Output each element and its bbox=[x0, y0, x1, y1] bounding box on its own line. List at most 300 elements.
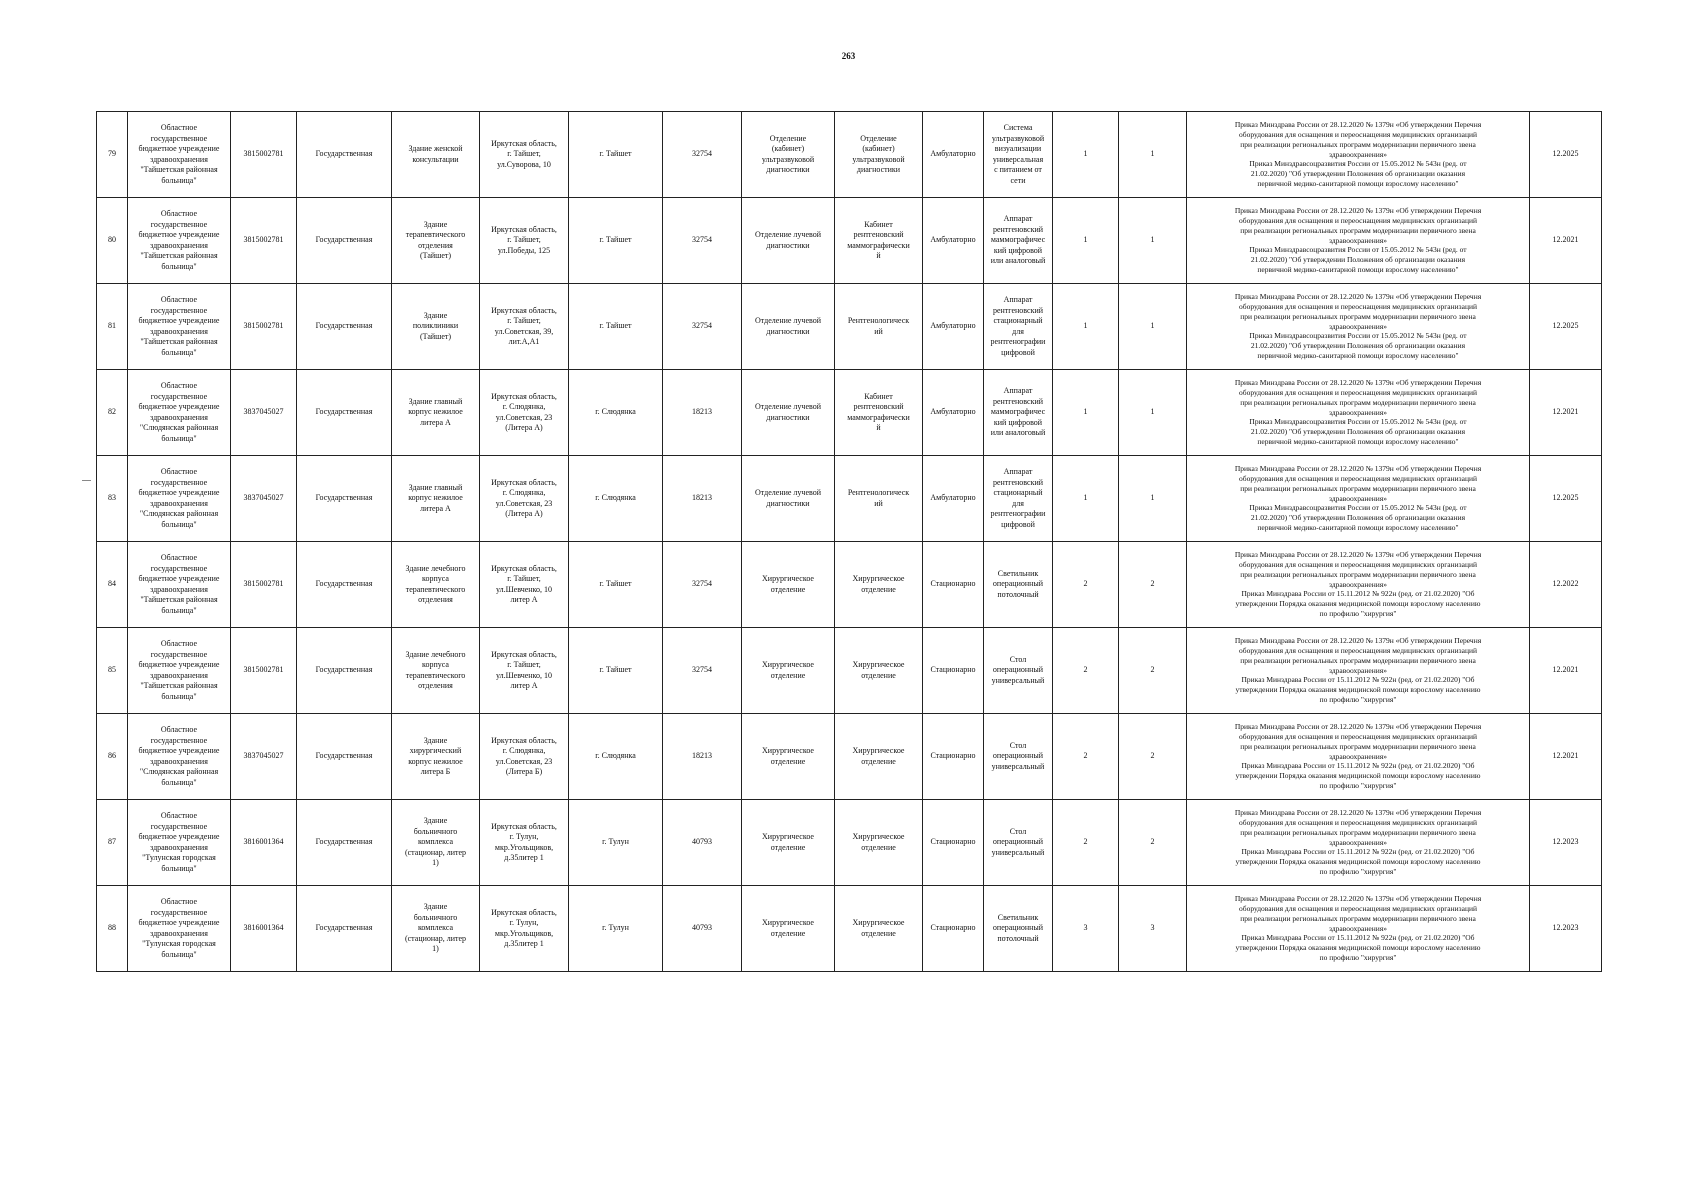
unit-text: Хирургическое отделение bbox=[852, 746, 905, 766]
organization-text: Областное государственное бюджетное учреждение здравоохранения "Слюдянская районная больница" bbox=[138, 725, 220, 787]
row-number-text: 79 bbox=[108, 149, 116, 159]
building-cell bbox=[392, 112, 480, 198]
care-mode-cell bbox=[923, 714, 984, 800]
building-text: Здание главный корпус нежилое литера А bbox=[408, 396, 463, 427]
inn-text: 3815002781 bbox=[243, 321, 284, 331]
legal-basis-cell bbox=[1187, 112, 1530, 198]
organization-cell bbox=[128, 370, 231, 456]
deadline-cell bbox=[1530, 456, 1602, 542]
care-mode-text: Амбулаторно bbox=[930, 149, 976, 159]
equipment-text: Аппарат рентгеновский маммографичес кий цифровой или аналоговый bbox=[990, 214, 1046, 266]
deadline-cell bbox=[1530, 112, 1602, 198]
legal-basis-text: Приказ Минздрава России от 28.12.2020 № 1379н «Об утверждении Перечня оборудования для оснащения и переоснащения медицинских организаций при реализации региональных программ модернизации первичного звена здравоохранения» Приказ Минздрава России от 15.11.2012 № 922н (ред. от 21.02.2020) "Об утверждении Порядка оказания медицинской помощи взрослому населению по профилю "хирургия" bbox=[1234, 808, 1482, 876]
table-row bbox=[97, 370, 1602, 456]
inn-cell bbox=[231, 198, 297, 284]
settlement-text: г. Тайшет bbox=[599, 235, 632, 245]
building-text: Здание женской консультации bbox=[408, 144, 463, 164]
inn-cell bbox=[231, 112, 297, 198]
department-text: Хирургическое отделение bbox=[762, 574, 814, 594]
deadline-text: 12.2022 bbox=[1552, 579, 1579, 589]
deadline-cell bbox=[1530, 628, 1602, 714]
quantity-text: 2 bbox=[1083, 751, 1088, 761]
department-text: Хирургическое отделение bbox=[762, 746, 814, 766]
row-number-cell bbox=[97, 284, 128, 370]
row-number-text: 84 bbox=[108, 579, 116, 589]
inn-text: 3837045027 bbox=[243, 493, 284, 503]
population-cell bbox=[663, 542, 742, 628]
unit-text: Рентгенологическ ий bbox=[847, 488, 910, 508]
ownership-cell bbox=[297, 800, 392, 886]
care-mode-cell bbox=[923, 370, 984, 456]
department-text: Отделение (кабинет) ультразвуковой диагностики bbox=[761, 133, 815, 174]
department-cell bbox=[742, 284, 835, 370]
building-text: Здание главный корпус нежилое литера А bbox=[408, 482, 463, 513]
inn-text: 3816001364 bbox=[243, 837, 284, 847]
ownership-cell bbox=[297, 542, 392, 628]
inn-text: 3815002781 bbox=[243, 579, 284, 589]
deadline-cell bbox=[1530, 542, 1602, 628]
quantity-text: 2 bbox=[1083, 665, 1088, 675]
unit-text: Кабинет рентгеновский маммографически й bbox=[847, 219, 910, 260]
unit-text: Хирургическое отделение bbox=[852, 660, 905, 680]
row-number-cell bbox=[97, 456, 128, 542]
deadline-text: 12.2023 bbox=[1552, 923, 1579, 933]
legal-basis-cell bbox=[1187, 456, 1530, 542]
equipment-cell bbox=[984, 370, 1053, 456]
unit-cell bbox=[835, 456, 923, 542]
legal-basis-text: Приказ Минздрава России от 28.12.2020 № 1379н «Об утверждении Перечня оборудования для оснащения и переоснащения медицинских организаций при реализации региональных программ модернизации первичного звена здравоохранения» Приказ Минздрава России от 15.11.2012 № 922н (ред. от 21.02.2020) "Об утверждении Порядка оказания медицинской помощи взрослому населению по профилю "хирургия" bbox=[1234, 722, 1482, 790]
building-cell bbox=[392, 284, 480, 370]
row-number-cell bbox=[97, 800, 128, 886]
population-cell bbox=[663, 284, 742, 370]
quantity-text: 1 bbox=[1083, 235, 1088, 245]
quantity-cell bbox=[1053, 628, 1119, 714]
deadline-cell bbox=[1530, 284, 1602, 370]
care-mode-cell bbox=[923, 542, 984, 628]
legal-basis-text: Приказ Минздрава России от 28.12.2020 № 1379н «Об утверждении Перечня оборудования для оснащения и переоснащения медицинских организаций при реализации региональных программ модернизации первичного звена здравоохранения» Приказ Минздравсоцразвития России от 15.05.2012 № 543н (ред. от 21.02.2020) "Об утверждении Положения об организации оказания первичной медико-санитарной помощи взрослому населению" bbox=[1234, 292, 1482, 360]
quantity-planned-cell bbox=[1119, 198, 1187, 284]
table-row bbox=[97, 112, 1602, 198]
unit-cell bbox=[835, 542, 923, 628]
equipment-text: Стол операционный универсальный bbox=[991, 826, 1045, 857]
building-text: Здание лечебного корпуса терапевтического отделения bbox=[405, 649, 466, 690]
ownership-cell bbox=[297, 886, 392, 972]
deadline-cell bbox=[1530, 198, 1602, 284]
inn-cell bbox=[231, 456, 297, 542]
settlement-text: г. Тайшет bbox=[599, 579, 632, 589]
organization-text: Областное государственное бюджетное учреждение здравоохранения "Тайшетская районная больница" bbox=[138, 295, 220, 357]
equipment-cell bbox=[984, 800, 1053, 886]
quantity-planned-text: 1 bbox=[1150, 321, 1155, 331]
care-mode-text: Стационарно bbox=[930, 751, 976, 761]
department-cell bbox=[742, 456, 835, 542]
address-cell bbox=[480, 198, 569, 284]
equipment-text: Система ультразвуковой визуализации универсальная с питанием от сети bbox=[991, 123, 1045, 185]
ownership-cell bbox=[297, 112, 392, 198]
equipment-text: Аппарат рентгеновский стационарный для рентгенографии цифровой bbox=[990, 467, 1046, 529]
department-text: Отделение лучевой диагностики bbox=[754, 402, 821, 422]
ownership-cell bbox=[297, 284, 392, 370]
quantity-text: 1 bbox=[1083, 407, 1088, 417]
department-text: Отделение лучевой диагностики bbox=[754, 316, 821, 336]
quantity-cell bbox=[1053, 284, 1119, 370]
quantity-planned-text: 2 bbox=[1150, 751, 1155, 761]
ownership-text: Государственная bbox=[315, 665, 373, 675]
quantity-text: 1 bbox=[1083, 149, 1088, 159]
population-cell bbox=[663, 800, 742, 886]
row-number-text: 83 bbox=[108, 493, 116, 503]
settlement-cell bbox=[569, 284, 663, 370]
deadline-cell bbox=[1530, 370, 1602, 456]
settlement-cell bbox=[569, 542, 663, 628]
address-cell bbox=[480, 886, 569, 972]
unit-text: Рентгенологическ ий bbox=[847, 316, 910, 336]
quantity-planned-cell bbox=[1119, 370, 1187, 456]
equipment-register-table bbox=[96, 111, 1602, 972]
equipment-text: Стол операционный универсальный bbox=[991, 654, 1045, 685]
quantity-text: 1 bbox=[1083, 493, 1088, 503]
settlement-text: г. Слюдянка bbox=[595, 407, 636, 417]
deadline-text: 12.2025 bbox=[1552, 321, 1579, 331]
legal-basis-text: Приказ Минздрава России от 28.12.2020 № 1379н «Об утверждении Перечня оборудования для оснащения и переоснащения медицинских организаций при реализации региональных программ модернизации первичного звена здравоохранения» Приказ Минздравсоцразвития России от 15.05.2012 № 543н (ред. от 21.02.2020) "Об утверждении Положения об организации оказания первичной медико-санитарной помощи взрослому населению" bbox=[1234, 120, 1482, 188]
deadline-cell bbox=[1530, 800, 1602, 886]
ownership-text: Государственная bbox=[315, 407, 373, 417]
quantity-planned-cell bbox=[1119, 284, 1187, 370]
quantity-text: 2 bbox=[1083, 579, 1088, 589]
row-number-cell bbox=[97, 198, 128, 284]
address-text: Иркутская область, г. Слюдянка, ул.Советская, 23 (Литера Б) bbox=[491, 735, 557, 776]
inn-cell bbox=[231, 284, 297, 370]
department-text: Отделение лучевой диагностики bbox=[754, 488, 821, 508]
population-text: 32754 bbox=[692, 665, 712, 675]
population-text: 40793 bbox=[692, 837, 712, 847]
deadline-text: 12.2021 bbox=[1552, 235, 1579, 245]
legal-basis-text: Приказ Минздрава России от 28.12.2020 № 1379н «Об утверждении Перечня оборудования для оснащения и переоснащения медицинских организаций при реализации региональных программ модернизации первичного звена здравоохранения» Приказ Минздрава России от 15.11.2012 № 922н (ред. от 21.02.2020) "Об утверждении Порядка оказания медицинской помощи взрослому населению по профилю "хирургия" bbox=[1234, 636, 1482, 704]
legal-basis-text: Приказ Минздрава России от 28.12.2020 № 1379н «Об утверждении Перечня оборудования для оснащения и переоснащения медицинских организаций при реализации региональных программ модернизации первичного звена здравоохранения» Приказ Минздравсоцразвития России от 15.05.2012 № 543н (ред. от 21.02.2020) "Об утверждении Положения об организации оказания первичной медико-санитарной помощи взрослому населению" bbox=[1234, 206, 1482, 274]
building-cell bbox=[392, 628, 480, 714]
population-cell bbox=[663, 198, 742, 284]
department-cell bbox=[742, 800, 835, 886]
quantity-planned-cell bbox=[1119, 714, 1187, 800]
quantity-cell bbox=[1053, 198, 1119, 284]
table-row bbox=[97, 800, 1602, 886]
address-text: Иркутская область, г. Тайшет, ул.Победы, 125 bbox=[491, 224, 557, 255]
address-text: Иркутская область, г. Тулун, мкр.Угольщиков, д.35литер 1 bbox=[491, 907, 557, 948]
population-text: 32754 bbox=[692, 321, 712, 331]
quantity-planned-text: 1 bbox=[1150, 493, 1155, 503]
population-text: 32754 bbox=[692, 235, 712, 245]
settlement-cell bbox=[569, 628, 663, 714]
row-number-text: 88 bbox=[108, 923, 116, 933]
building-cell bbox=[392, 886, 480, 972]
unit-text: Хирургическое отделение bbox=[852, 918, 905, 938]
table-row bbox=[97, 542, 1602, 628]
population-text: 18213 bbox=[692, 751, 712, 761]
address-text: Иркутская область, г. Тулун, мкр.Угольщиков, д.35литер 1 bbox=[491, 821, 557, 862]
quantity-cell bbox=[1053, 714, 1119, 800]
ownership-text: Государственная bbox=[315, 923, 373, 933]
inn-cell bbox=[231, 370, 297, 456]
population-text: 18213 bbox=[692, 407, 712, 417]
quantity-planned-cell bbox=[1119, 800, 1187, 886]
settlement-cell bbox=[569, 886, 663, 972]
care-mode-text: Амбулаторно bbox=[930, 407, 976, 417]
equipment-cell bbox=[984, 284, 1053, 370]
deadline-text: 12.2021 bbox=[1552, 407, 1579, 417]
organization-cell bbox=[128, 456, 231, 542]
table-row bbox=[97, 628, 1602, 714]
inn-text: 3816001364 bbox=[243, 923, 284, 933]
settlement-text: г. Тайшет bbox=[599, 321, 632, 331]
care-mode-cell bbox=[923, 628, 984, 714]
building-cell bbox=[392, 714, 480, 800]
address-cell bbox=[480, 800, 569, 886]
quantity-cell bbox=[1053, 886, 1119, 972]
equipment-cell bbox=[984, 542, 1053, 628]
organization-cell bbox=[128, 198, 231, 284]
quantity-planned-cell bbox=[1119, 886, 1187, 972]
settlement-cell bbox=[569, 370, 663, 456]
inn-text: 3815002781 bbox=[243, 235, 284, 245]
population-cell bbox=[663, 628, 742, 714]
ownership-cell bbox=[297, 370, 392, 456]
table-row bbox=[97, 456, 1602, 542]
quantity-text: 2 bbox=[1083, 837, 1088, 847]
organization-text: Областное государственное бюджетное учреждение здравоохранения "Тулунская городская больница" bbox=[138, 897, 220, 959]
unit-text: Отделение (кабинет) ультразвуковой диагностики bbox=[852, 133, 905, 174]
row-number-text: 87 bbox=[108, 837, 116, 847]
inn-text: 3815002781 bbox=[243, 149, 284, 159]
equipment-cell bbox=[984, 886, 1053, 972]
equipment-cell bbox=[984, 628, 1053, 714]
settlement-text: г. Тайшет bbox=[599, 149, 632, 159]
department-text: Хирургическое отделение bbox=[762, 660, 814, 680]
table-row bbox=[97, 284, 1602, 370]
inn-cell bbox=[231, 800, 297, 886]
population-cell bbox=[663, 370, 742, 456]
organization-cell bbox=[128, 628, 231, 714]
settlement-cell bbox=[569, 714, 663, 800]
care-mode-cell bbox=[923, 800, 984, 886]
address-cell bbox=[480, 456, 569, 542]
deadline-cell bbox=[1530, 714, 1602, 800]
equipment-text: Светильник операционный потолочный bbox=[992, 912, 1044, 943]
row-number-cell bbox=[97, 714, 128, 800]
care-mode-text: Амбулаторно bbox=[930, 493, 976, 503]
department-text: Отделение лучевой диагностики bbox=[754, 230, 821, 250]
population-text: 18213 bbox=[692, 493, 712, 503]
address-cell bbox=[480, 284, 569, 370]
organization-cell bbox=[128, 542, 231, 628]
quantity-text: 3 bbox=[1083, 923, 1088, 933]
deadline-text: 12.2025 bbox=[1552, 149, 1579, 159]
address-text: Иркутская область, г. Слюдянка, ул.Советская, 23 (Литера А) bbox=[491, 391, 557, 432]
inn-cell bbox=[231, 714, 297, 800]
department-cell bbox=[742, 714, 835, 800]
settlement-cell bbox=[569, 800, 663, 886]
quantity-cell bbox=[1053, 542, 1119, 628]
care-mode-text: Амбулаторно bbox=[930, 321, 976, 331]
address-text: Иркутская область, г. Тайшет, ул.Суворова, 10 bbox=[491, 138, 557, 169]
building-cell bbox=[392, 370, 480, 456]
settlement-cell bbox=[569, 456, 663, 542]
care-mode-cell bbox=[923, 886, 984, 972]
inn-cell bbox=[231, 628, 297, 714]
ownership-cell bbox=[297, 628, 392, 714]
table-row bbox=[97, 198, 1602, 284]
unit-cell bbox=[835, 198, 923, 284]
building-cell bbox=[392, 198, 480, 284]
quantity-planned-cell bbox=[1119, 112, 1187, 198]
ownership-cell bbox=[297, 714, 392, 800]
equipment-text: Стол операционный универсальный bbox=[991, 740, 1045, 771]
equipment-cell bbox=[984, 112, 1053, 198]
settlement-cell bbox=[569, 198, 663, 284]
unit-cell bbox=[835, 370, 923, 456]
care-mode-cell bbox=[923, 456, 984, 542]
deadline-cell bbox=[1530, 886, 1602, 972]
unit-text: Кабинет рентгеновский маммографически й bbox=[847, 391, 910, 432]
quantity-planned-cell bbox=[1119, 542, 1187, 628]
organization-text: Областное государственное бюджетное учреждение здравоохранения "Слюдянская районная больница" bbox=[138, 381, 220, 443]
building-cell bbox=[392, 456, 480, 542]
organization-text: Областное государственное бюджетное учреждение здравоохранения "Тайшетская районная больница" bbox=[138, 639, 220, 701]
legal-basis-cell bbox=[1187, 284, 1530, 370]
legal-basis-cell bbox=[1187, 886, 1530, 972]
population-cell bbox=[663, 886, 742, 972]
quantity-planned-text: 1 bbox=[1150, 235, 1155, 245]
quantity-planned-text: 1 bbox=[1150, 149, 1155, 159]
table-row bbox=[97, 886, 1602, 972]
legal-basis-cell bbox=[1187, 370, 1530, 456]
quantity-planned-cell bbox=[1119, 628, 1187, 714]
population-text: 32754 bbox=[692, 579, 712, 589]
building-cell bbox=[392, 542, 480, 628]
settlement-text: г. Тулун bbox=[602, 837, 629, 847]
row-number-text: 86 bbox=[108, 751, 116, 761]
page-number: 263 bbox=[841, 51, 856, 61]
quantity-cell bbox=[1053, 112, 1119, 198]
register-rows bbox=[97, 112, 1602, 972]
quantity-planned-text: 2 bbox=[1150, 665, 1155, 675]
population-cell bbox=[663, 714, 742, 800]
legal-basis-text: Приказ Минздрава России от 28.12.2020 № 1379н «Об утверждении Перечня оборудования для оснащения и переоснащения медицинских организаций при реализации региональных программ модернизации первичного звена здравоохранения» Приказ Минздрава России от 15.11.2012 № 922н (ред. от 21.02.2020) "Об утверждении Порядка оказания медицинской помощи взрослому населению по профилю "хирургия" bbox=[1234, 894, 1482, 962]
organization-cell bbox=[128, 284, 231, 370]
unit-text: Хирургическое отделение bbox=[852, 574, 905, 594]
quantity-planned-text: 3 bbox=[1150, 923, 1155, 933]
equipment-cell bbox=[984, 714, 1053, 800]
address-cell bbox=[480, 112, 569, 198]
legal-basis-cell bbox=[1187, 628, 1530, 714]
row-number-text: 80 bbox=[108, 235, 116, 245]
inn-cell bbox=[231, 886, 297, 972]
deadline-text: 12.2021 bbox=[1552, 751, 1579, 761]
organization-cell bbox=[128, 714, 231, 800]
legal-basis-text: Приказ Минздрава России от 28.12.2020 № 1379н «Об утверждении Перечня оборудования для оснащения и переоснащения медицинских организаций при реализации региональных программ модернизации первичного звена здравоохранения» Приказ Минздравсоцразвития России от 15.05.2012 № 543н (ред. от 21.02.2020) "Об утверждении Положения об организации оказания первичной медико-санитарной помощи взрослому населению" bbox=[1234, 464, 1482, 532]
care-mode-text: Амбулаторно bbox=[930, 235, 976, 245]
address-cell bbox=[480, 370, 569, 456]
building-text: Здание поликлиники (Тайшет) bbox=[412, 310, 459, 341]
settlement-cell bbox=[569, 112, 663, 198]
care-mode-text: Стационарно bbox=[930, 579, 976, 589]
population-text: 40793 bbox=[692, 923, 712, 933]
building-cell bbox=[392, 800, 480, 886]
quantity-text: 1 bbox=[1083, 321, 1088, 331]
quantity-planned-text: 1 bbox=[1150, 407, 1155, 417]
settlement-text: г. Тайшет bbox=[599, 665, 632, 675]
equipment-cell bbox=[984, 456, 1053, 542]
unit-cell bbox=[835, 714, 923, 800]
organization-text: Областное государственное бюджетное учреждение здравоохранения "Тайшетская районная больница" bbox=[138, 553, 220, 615]
department-text: Хирургическое отделение bbox=[762, 918, 814, 938]
inn-text: 3837045027 bbox=[243, 407, 284, 417]
equipment-text: Аппарат рентгеновский маммографичес кий цифровой или аналоговый bbox=[990, 386, 1046, 438]
legal-basis-text: Приказ Минздрава России от 28.12.2020 № 1379н «Об утверждении Перечня оборудования для оснащения и переоснащения медицинских организаций при реализации региональных программ модернизации первичного звена здравоохранения» Приказ Минздравсоцразвития России от 15.05.2012 № 543н (ред. от 21.02.2020) "Об утверждении Положения об организации оказания первичной медико-санитарной помощи взрослому населению" bbox=[1234, 378, 1482, 446]
inn-text: 3815002781 bbox=[243, 665, 284, 675]
building-text: Здание больничного комплекса (стационар, литер 1) bbox=[404, 816, 467, 868]
row-number-text: 81 bbox=[108, 321, 116, 331]
legal-basis-cell bbox=[1187, 800, 1530, 886]
ownership-text: Государственная bbox=[315, 321, 373, 331]
settlement-text: г. Тулун bbox=[602, 923, 629, 933]
address-cell bbox=[480, 628, 569, 714]
department-cell bbox=[742, 886, 835, 972]
unit-cell bbox=[835, 284, 923, 370]
organization-text: Областное государственное бюджетное учреждение здравоохранения "Тайшетская районная больница" bbox=[138, 209, 220, 271]
care-mode-text: Стационарно bbox=[930, 837, 976, 847]
deadline-text: 12.2021 bbox=[1552, 665, 1579, 675]
address-cell bbox=[480, 714, 569, 800]
organization-text: Областное государственное бюджетное учреждение здравоохранения "Тайшетская районная больница" bbox=[138, 123, 220, 185]
deadline-text: 12.2023 bbox=[1552, 837, 1579, 847]
ownership-cell bbox=[297, 198, 392, 284]
organization-cell bbox=[128, 112, 231, 198]
organization-cell bbox=[128, 800, 231, 886]
ownership-text: Государственная bbox=[315, 149, 373, 159]
ownership-text: Государственная bbox=[315, 493, 373, 503]
building-text: Здание хирургический корпус нежилое литера Б bbox=[408, 735, 463, 776]
care-mode-text: Стационарно bbox=[930, 923, 976, 933]
care-mode-cell bbox=[923, 112, 984, 198]
department-cell bbox=[742, 198, 835, 284]
row-number-cell bbox=[97, 112, 128, 198]
row-number-cell bbox=[97, 370, 128, 456]
quantity-planned-text: 2 bbox=[1150, 837, 1155, 847]
row-number-cell bbox=[97, 542, 128, 628]
unit-cell bbox=[835, 886, 923, 972]
unit-cell bbox=[835, 112, 923, 198]
building-text: Здание лечебного корпуса терапевтического отделения bbox=[405, 563, 466, 604]
row-number-text: 85 bbox=[108, 665, 116, 675]
department-text: Хирургическое отделение bbox=[762, 832, 814, 852]
quantity-planned-text: 2 bbox=[1150, 579, 1155, 589]
inn-cell bbox=[231, 542, 297, 628]
population-cell bbox=[663, 456, 742, 542]
ownership-text: Государственная bbox=[315, 235, 373, 245]
care-mode-cell bbox=[923, 284, 984, 370]
organization-text: Областное государственное бюджетное учреждение здравоохранения "Тулунская городская больница" bbox=[138, 811, 220, 873]
building-text: Здание терапевтического отделения (Тайшет) bbox=[405, 219, 466, 260]
unit-cell bbox=[835, 800, 923, 886]
table-row bbox=[97, 714, 1602, 800]
margin-mark bbox=[82, 480, 91, 481]
legal-basis-text: Приказ Минздрава России от 28.12.2020 № 1379н «Об утверждении Перечня оборудования для оснащения и переоснащения медицинских организаций при реализации региональных программ модернизации первичного звена здравоохранения» Приказ Минздрава России от 15.11.2012 № 922н (ред. от 21.02.2020) "Об утверждении Порядка оказания медицинской помощи взрослому населению по профилю "хирургия" bbox=[1234, 550, 1482, 618]
settlement-text: г. Слюдянка bbox=[595, 493, 636, 503]
department-cell bbox=[742, 112, 835, 198]
building-text: Здание больничного комплекса (стационар, литер 1) bbox=[404, 902, 467, 954]
address-text: Иркутская область, г. Тайшет, ул.Шевченко, 10 литер А bbox=[491, 649, 557, 690]
quantity-planned-cell bbox=[1119, 456, 1187, 542]
